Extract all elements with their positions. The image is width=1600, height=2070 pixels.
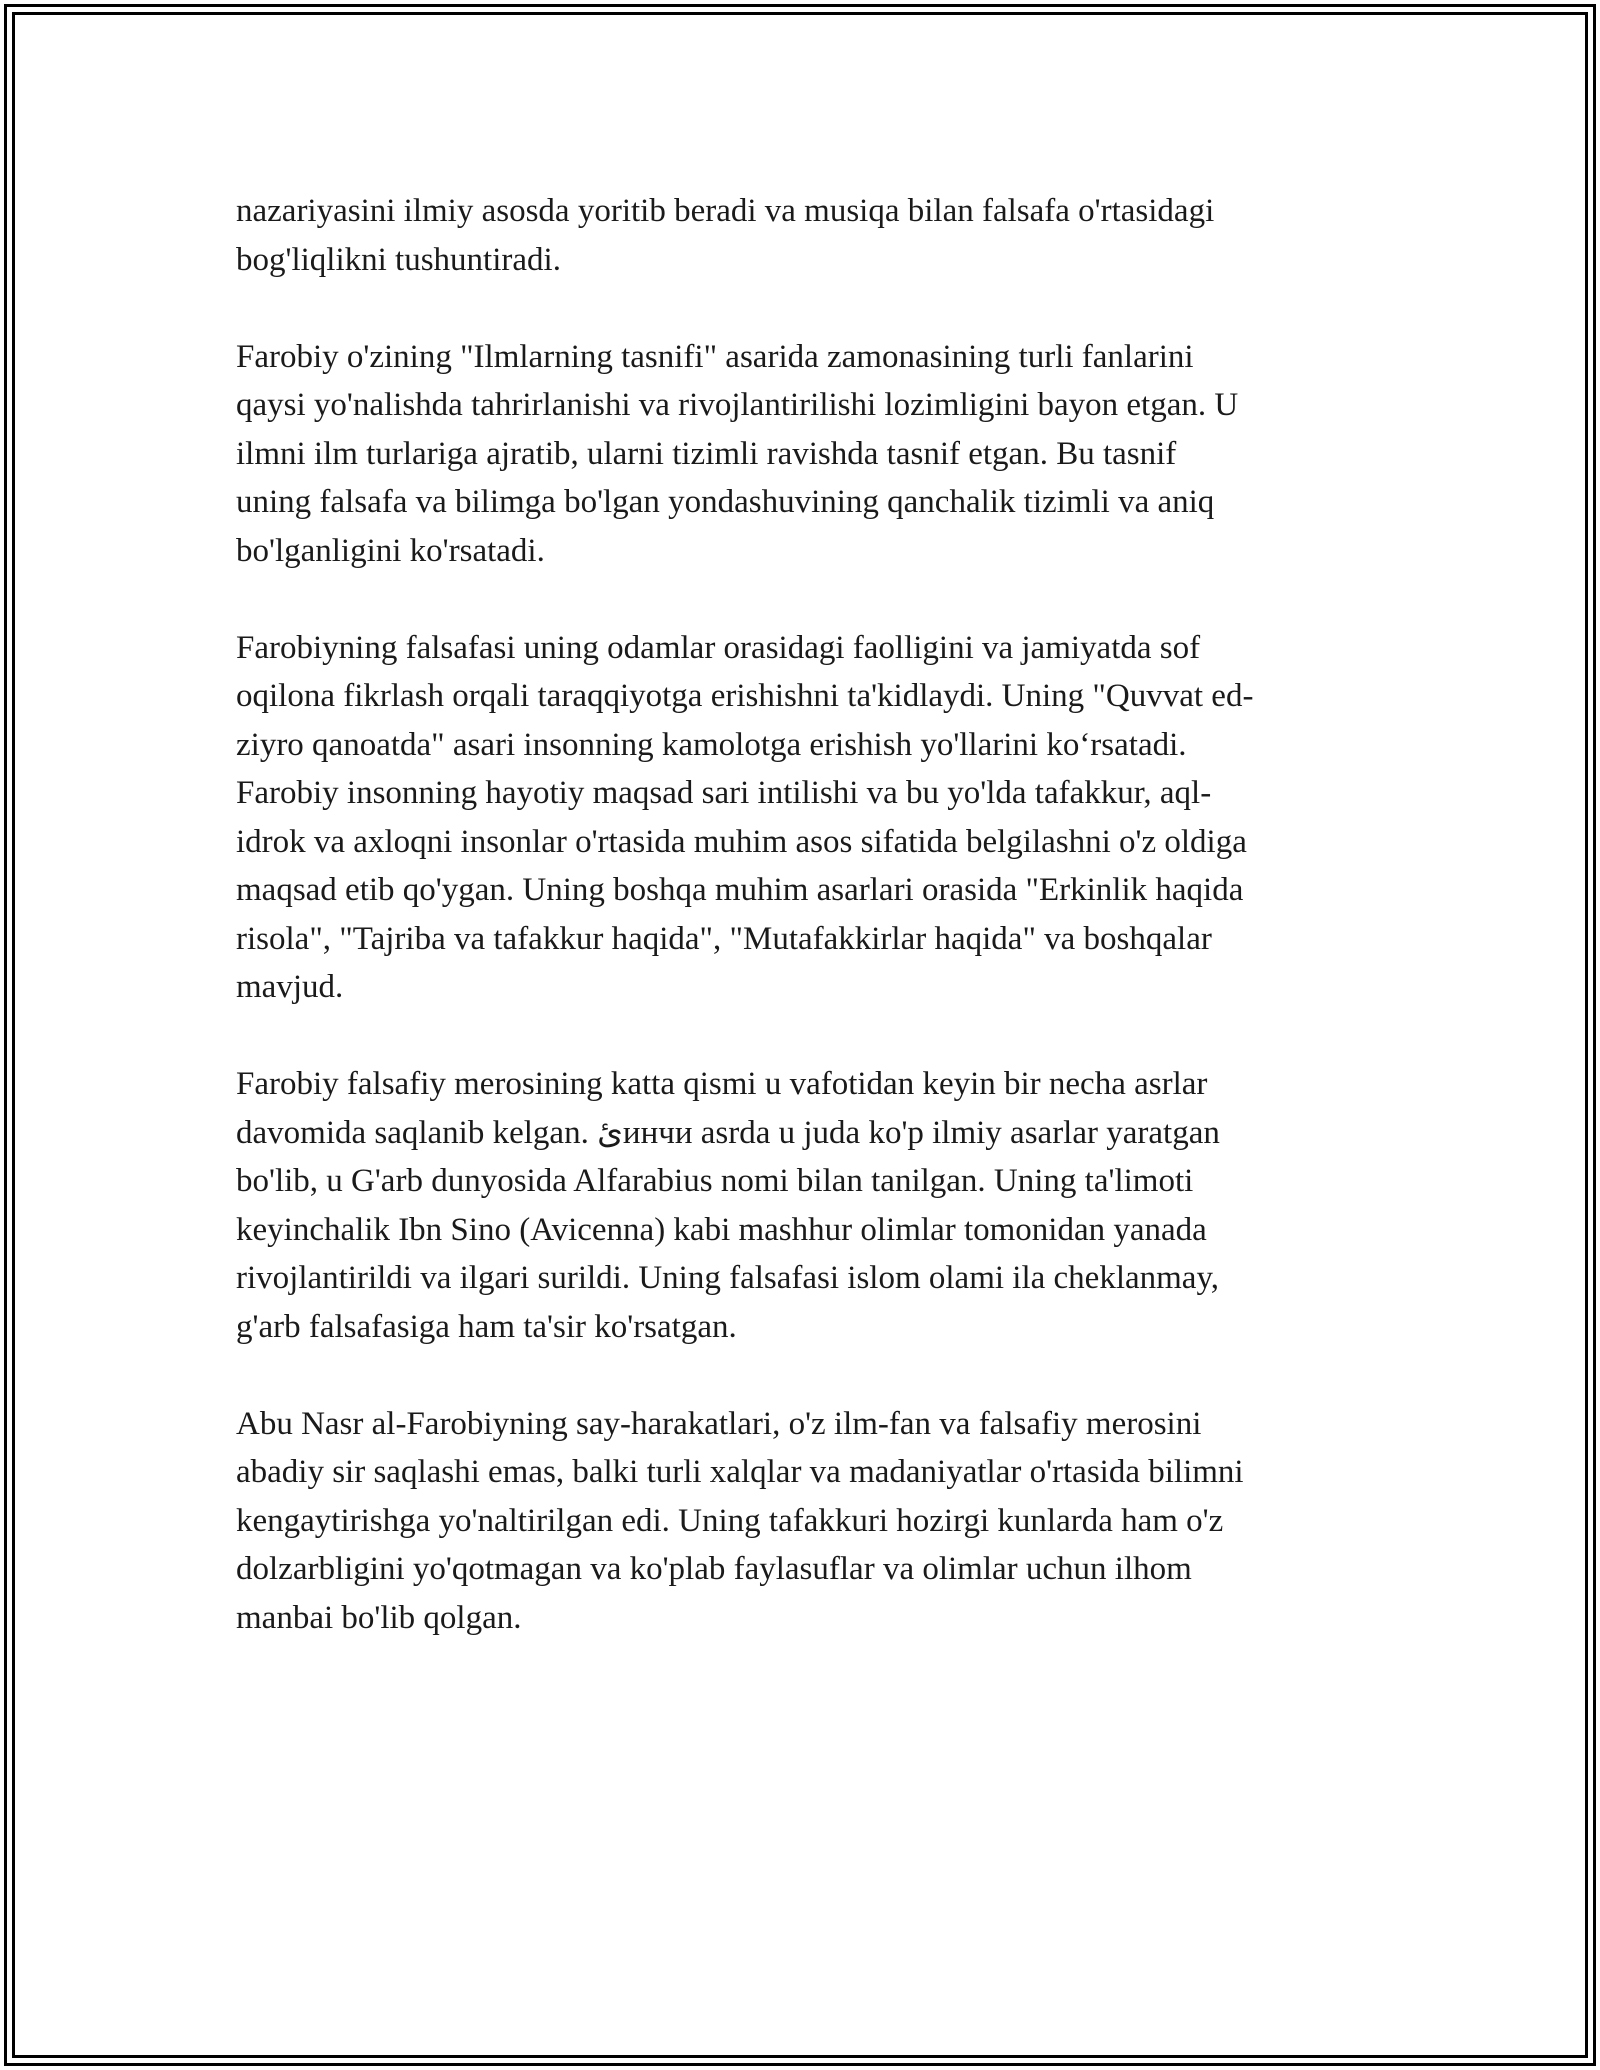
document-body bbox=[236, 187, 1386, 1691]
paragraph-music-philosophy: nazariyasini ilmiy asosda yoritib beradi va musiqa bilan falsafa o'rtasidagi bog'liqlikni tushuntiradi. bbox=[236, 193, 1215, 278]
paragraph-legacy: Farobiy falsafiy merosining katta qismi u vafotidan keyin bir necha asrlar davomida saqlanib kelgan. ئинчи asrda u juda ko'p ilmiy asarlar yaratgan bo'lib, u G'arb dunyosida Alfarabius nomi bilan tanilgan. Uning ta'limoti keyinchalik Ibn Sino (Avicenna) kabi mashhur olimlar tomonidan yanada rivojlantirildi va ilgari surildi. Uning falsafasi islom olami ila cheklanmay, g'arb falsafasiga ham ta'sir ko'rsatgan. bbox=[236, 1066, 1220, 1345]
paragraph-philosophy-of-society: Farobiyning falsafasi uning odamlar orasidagi faolligini va jamiyatda sof oqilona fikrlash orqali taraqqiyotga erishishni ta'kidlaydi. Uning "Quvvat ed- ziyro qanoatda" asari insonning kamolotga erishish yo'llarini ko‘rsatadi. Farobiy insonning hayotiy maqsad sari intilishi va bu yo'lda tafakkur, aql- idrok va axloqni insonlar o'rtasida muhim asos sifatida belgilashni o'z oldiga maqsad etib qo'ygan. Uning boshqa muhim asarlari orasida "Erkinlik haqida risola", "Tajriba va tafakkur haqida", "Mutafakkirlar haqida" va boshqalar mavjud. bbox=[236, 629, 1254, 1005]
paragraph-classification-of-sciences: Farobiy o'zining "Ilmlarning tasnifi" asarida zamonasining turli fanlarini qaysi yo'nalishda tahrirlanishi va rivojlantirilishi lozimligini bayon etgan. U ilmni ilm turlariga ajratib, ularni tizimli ravishda tasnif etgan. Bu tasnif uning falsafa va bilimga bo'lgan yondashuvining qanchalik tizimli va aniq bo'lganligini ko'rsatadi. bbox=[236, 338, 1239, 569]
paragraph-conclusion: Abu Nasr al-Farobiyning say-harakatlari, o'z ilm-fan va falsafiy merosini abadiy sir saqlashi emas, balki turli xalqlar va madaniyatlar o'rtasida bilimni kengaytirishga yo'naltirilgan edi. Uning tafakkuri hozirgi kunlarda ham o'z dolzarbligini yo'qotmagan va ko'plab faylasuflar va olimlar uchun ilhom manbai bo'lib qolgan. bbox=[236, 1405, 1244, 1636]
